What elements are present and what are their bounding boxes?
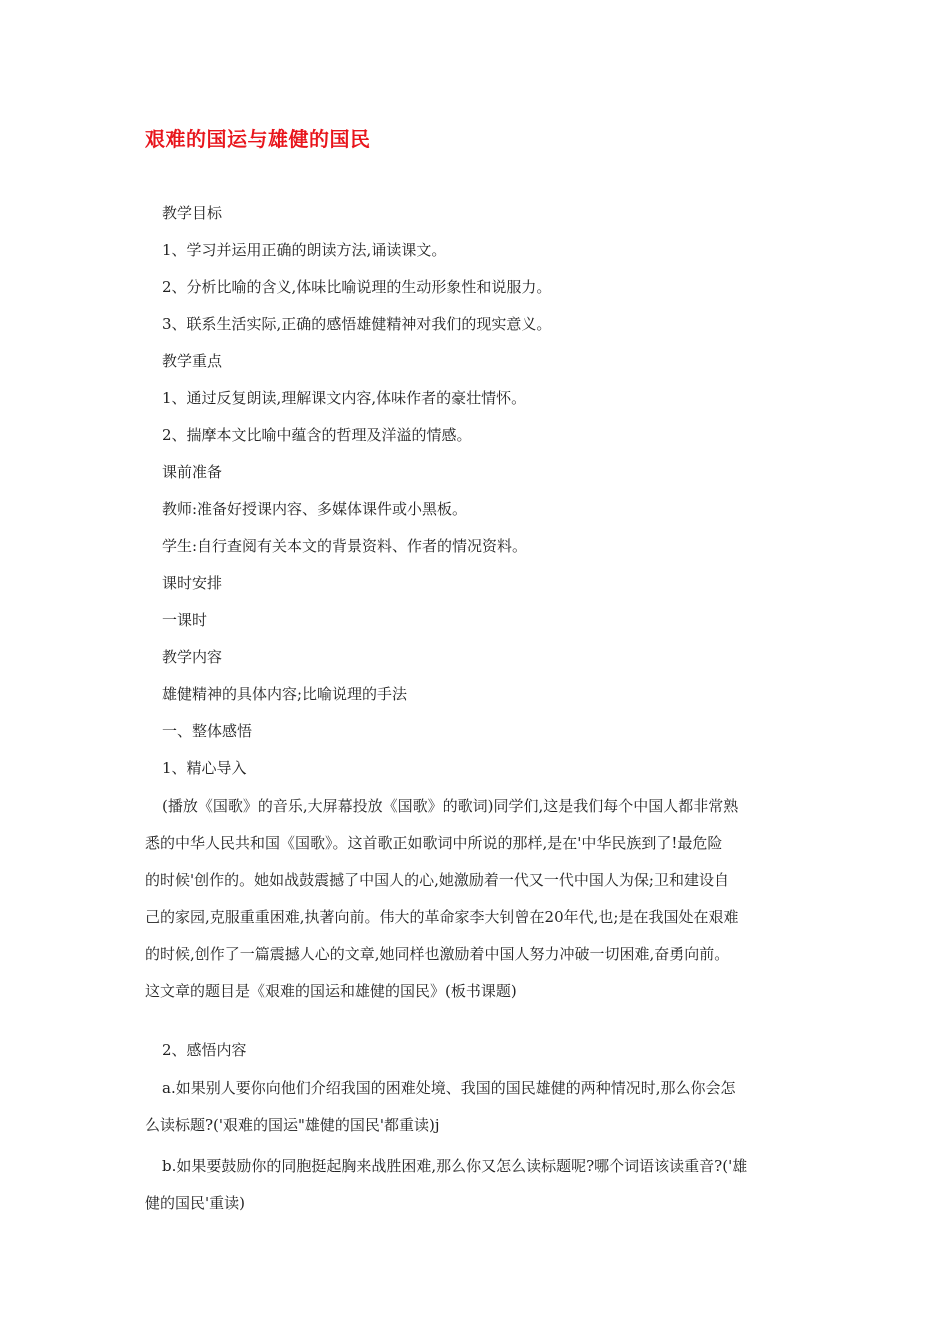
paragraph-line: (播放《国歌》的音乐,大屏幕投放《国歌》的歌词)同学们,这是我们每个中国人都非常熟 [162,797,739,815]
heading-content: 教学内容 [162,648,223,666]
paragraph-line: 这文章的题目是《艰难的国运和雄健的国民》(板书课题) [145,982,517,1000]
paragraph-line: 的时候,创作了一篇震撼人心的文章,她同样也激励着中国人努力冲破一切困难,奋勇向前。 [145,945,730,963]
paragraph-line: 的时候'创作的。她如战鼓震撼了中国人的心,她激励着一代又一代中国人为保;卫和建设自 [145,871,729,889]
heading-schedule: 课时安排 [162,574,223,592]
subsection-introduction: 1、精心导入 [162,759,247,777]
question-a [145,1070,810,1144]
paragraph-line: b.如果要鼓励你的同胞挺起胸来战胜困难,那么你又怎么读标题呢?哪个词语该读重音?('雄 [162,1157,748,1175]
paragraph-line: 健的国民'重读) [145,1194,245,1212]
goal-item-2: 2、分析比喻的含义,体味比喻说理的生动形象性和说服力。 [162,278,552,296]
heading-teaching-goals: 教学目标 [162,204,223,222]
schedule-value: 一课时 [162,611,208,629]
heading-preparation: 课前准备 [162,463,223,481]
document-title: 艰难的国运与雄健的国民 [145,127,371,151]
key-point-1: 1、通过反复朗读,理解课文内容,体味作者的豪壮情怀。 [162,389,527,407]
preparation-teacher: 教师:准备好授课内容、多媒体课件或小黑板。 [162,500,468,518]
key-point-2: 2、揣摩本文比喻中蕴含的哲理及洋溢的情感。 [162,426,472,444]
preparation-student: 学生:自行查阅有关本文的背景资料、作者的情况资料。 [162,537,528,555]
question-b [145,1148,810,1222]
paragraph-line: a.如果别人要你向他们介绍我国的困难处境、我国的国民雄健的两种情况时,那么你会怎 [162,1079,736,1097]
subsection-perceive-content: 2、感悟内容 [162,1041,247,1059]
content-value: 雄健精神的具体内容;比喻说理的手法 [162,685,408,703]
paragraph-line: 己的家园,克服重重困难,执著向前。伟大的革命家李大钊曾在20年代,也;是在我国处在艰难 [145,908,739,926]
paragraph-line: 悉的中华人民共和国《国歌》。这首歌正如歌词中所说的那样,是在'中华民族到了!最危险 [145,834,723,852]
intro-paragraph [145,788,810,1010]
section-overall-perception: 一、整体感悟 [162,722,253,740]
goal-item-3: 3、联系生活实际,正确的感悟雄健精神对我们的现实意义。 [162,315,552,333]
heading-key-points: 教学重点 [162,352,223,370]
paragraph-line: 么读标题?('艰难的国运"雄健的国民'都重读)j [145,1116,440,1134]
goal-item-1: 1、学习并运用正确的朗读方法,诵读课文。 [162,241,447,259]
